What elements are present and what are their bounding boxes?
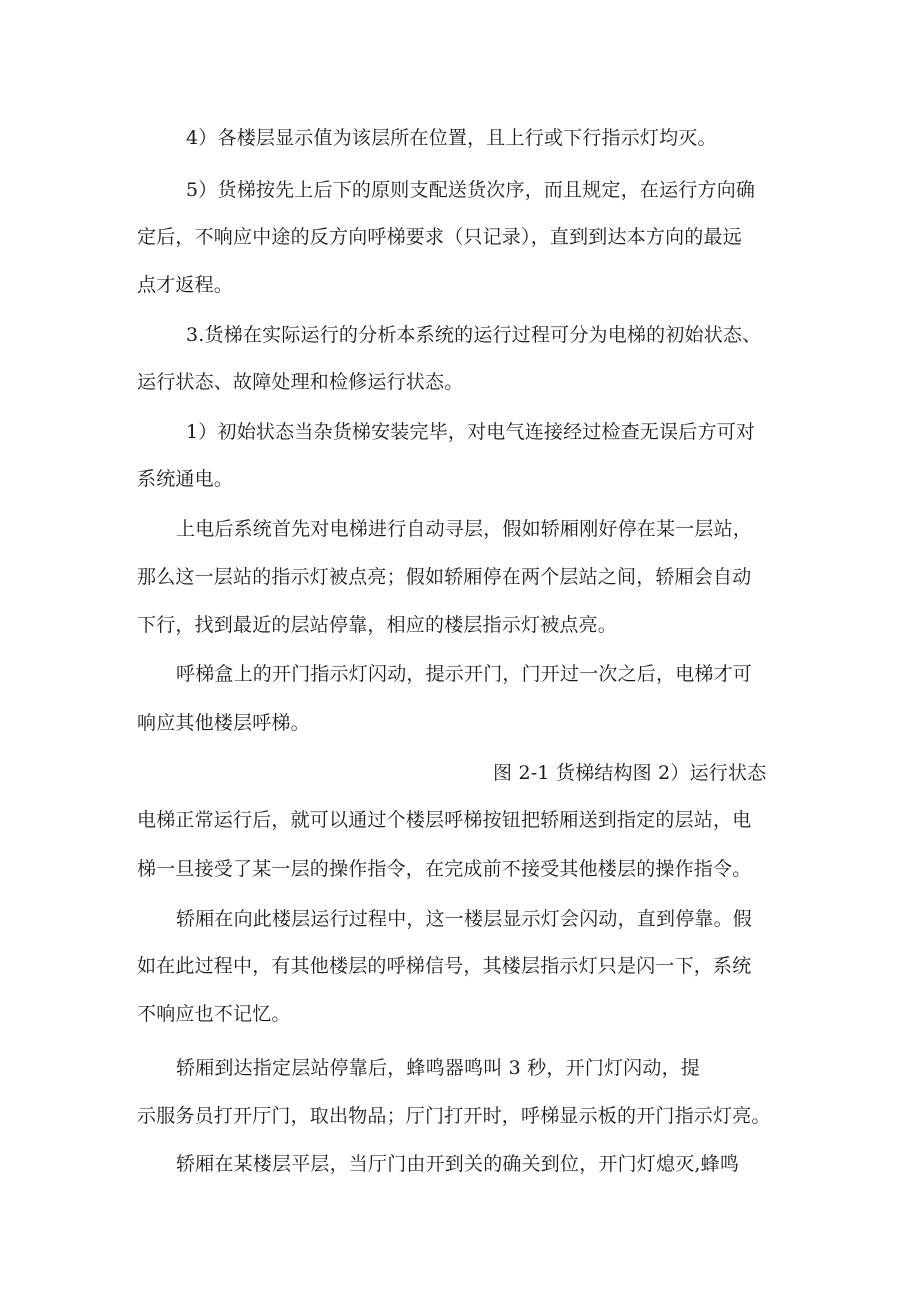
text-line: 运行状态、故障处理和检修运行状态。 [137, 371, 464, 393]
text-line: 下行，找到最近的层站停靠，相应的楼层指示灯被点亮。 [137, 614, 618, 636]
text-line: 呼梯盒上的开门指示灯闪动，提示开门，门开过一次之后，电梯才可 [176, 663, 753, 685]
text-line: 梯一旦接受了某一层的操作指令，在完成前不接受其他楼层的操作指令。 [137, 858, 752, 880]
text-line: 那么这一层站的指示灯被点亮；假如轿厢停在两个层站之间，轿厢会自动 [137, 566, 752, 588]
text-line: 上电后系统首先对电梯进行自动寻层，假如轿厢刚好停在某一层站， [176, 518, 753, 540]
text-line: 定后，不响应中途的反方向呼梯要求（只记录），直到到达本方向的最远 [137, 226, 742, 248]
text-line: 电梯正常运行后，就可以通过个楼层呼梯按钮把轿厢送到指定的层站，电 [137, 809, 752, 831]
text-line: 示服务员打开厅门，取出物品；厅门打开时，呼梯显示板的开门指示灯亮。 [137, 1105, 771, 1127]
text-line: 响应其他楼层呼梯。 [137, 712, 310, 734]
text-line: 点才返程。 [137, 274, 234, 296]
text-line: 轿厢到达指定层站停靠后，蜂鸣器鸣叫 3 秒，开门灯闪动，提 [176, 1057, 700, 1079]
text-line: 系统通电。 [137, 468, 234, 490]
text-line: 轿厢在某楼层平层，当厅门由开到关的确关到位，开门灯熄灭,蜂鸣 [176, 1153, 740, 1175]
text-line: 如在此过程中，有其他楼层的呼梯信号，其楼层指示灯只是闪一下，系统 [137, 955, 752, 977]
figure-caption: 图 2-1 货梯结构图 2）运行状态 [493, 762, 767, 784]
text-line: 轿厢在向此楼层运行过程中，这一楼层显示灯会闪动，直到停靠。假 [176, 908, 753, 930]
text-line: 3.货梯在实际运行的分析本系统的运行过程可分为电梯的初始状态、 [186, 324, 762, 346]
text-line: 4）各楼层显示值为该层所在位置，且上行或下行指示灯均灭。 [186, 127, 717, 149]
text-line: 1）初始状态当杂货梯安装完毕，对电气连接经过检查无误后方可对 [186, 421, 756, 443]
text-line: 不响应也不记忆。 [137, 1003, 291, 1025]
text-line: 5）货梯按先上后下的原则支配送货次序，而且规定，在运行方向确 [186, 179, 756, 201]
